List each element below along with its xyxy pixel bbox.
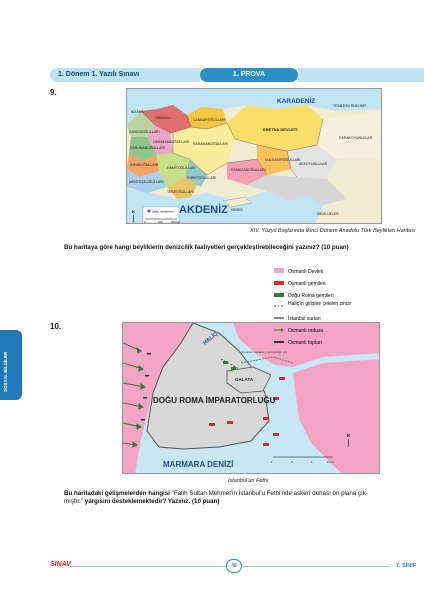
legend-item-0: Osmanlı Devleti (288, 269, 324, 275)
scale-label-100: 100 (158, 220, 163, 224)
istanbul-legend (270, 264, 412, 470)
label-memluk: MEMLÜKLER (317, 212, 339, 216)
label-bizans: BİZANS (131, 110, 144, 114)
black-sea-label: KARADENİZ (277, 98, 316, 105)
galata-label: GALATA (235, 377, 254, 382)
legend-item-6: Osmanlı topları (288, 340, 322, 346)
anatolia-map (126, 88, 382, 224)
label-kibris: KIBRIS (231, 208, 243, 212)
cannon-4 (141, 419, 145, 421)
label-aydin: AYDINOĞULLARI (130, 163, 159, 167)
ottoman-ship-1 (209, 423, 215, 426)
map-10-caption: İstanbul'un Fethi (228, 478, 269, 484)
anatolia-map-svg (127, 89, 382, 224)
legend-item-5: Osmanlı ordusu (288, 328, 324, 334)
legend-item-1: Osmanlı gemileri (288, 281, 326, 287)
header-fill (298, 68, 424, 82)
city-marker-icon (148, 210, 151, 213)
label-mentese: MENTEŞEOĞULLARI (129, 180, 164, 184)
question-10-number: 10. (50, 322, 62, 331)
label-esref: ESRETOĞULLARI (187, 176, 217, 180)
scale10-label-d: 2 km (327, 460, 334, 464)
prova-badge: 1. PROVA (200, 68, 298, 82)
portage-label: Gemilerin karadan yürütüldüğü yol (241, 350, 287, 354)
question-9-number: 9. (50, 88, 57, 97)
label-candar: CANDAROĞULLARI (193, 118, 226, 122)
constantinople-label: DOĞU ROMA İMPARATORLUĞU (153, 396, 276, 405)
green-ship-icon (274, 293, 284, 297)
ottoman-ship-5 (263, 443, 269, 446)
legend-item-3: Haliç'in girişine çekilen zincir (288, 301, 352, 307)
label-karesi: KARESİOĞULLARI (129, 130, 160, 134)
exam-title: 1. Dönem 1. Yazılı Sınavı (50, 68, 200, 82)
label-dulkadir: DULKADİROĞULLARI (265, 158, 301, 162)
q10-quote-1: "Fatih Sultan Mehmet'in İstanbul'u Fethi'nde askerî dehası ön plana çık- (169, 490, 368, 497)
question-10-text (64, 490, 416, 506)
label-ramazan: RAMAZANOĞULLARI (231, 168, 266, 172)
halic-label: HALİÇ (202, 331, 220, 347)
subject-side-tab (0, 330, 22, 400)
page-number: 48 (226, 559, 242, 573)
grade-label: 7. SINIF (396, 563, 417, 569)
label-trabzon: TRABZON RUM İMP. (333, 104, 367, 108)
label-hamid: HAMİTOĞULLARI (167, 166, 196, 170)
legend-city-label: Şehir merkezleri (152, 209, 174, 214)
north-label-10: K (347, 433, 351, 438)
cannon-icon (274, 341, 284, 343)
scale-label-0: 0 (144, 220, 146, 224)
q10-quote-2: mıştır." (64, 498, 84, 505)
question-9-text: Bu haritaya göre hangi beyliklerin denizcilik faaliyetleri gerçekleştirebileceğini yazınız? (10 puan) (64, 244, 349, 251)
byzantine-ship-2 (231, 367, 236, 370)
label-karakoyunlu: KARAKOYUNLULAR (339, 136, 373, 140)
subject-side-label: SOSYAL BİLGİLER (3, 351, 8, 392)
label-teke: TEKEOĞULLARI (167, 190, 194, 194)
cannon-3 (143, 397, 147, 399)
pink-area-icon (274, 268, 284, 273)
scale10-label-c: 1 (311, 460, 313, 464)
publisher-logo: SINAV (50, 561, 71, 568)
map-9-caption: XIV. Yüzyıl Başlarında İkinci Dönem Anadolu Türk Beylikleri Haritası (250, 228, 416, 234)
ottoman-ship-3 (263, 417, 269, 420)
label-karaman: KARAMANOĞULLARI (193, 142, 229, 146)
cannon-1 (147, 353, 151, 355)
mediterranean-label: AKDENİZ (179, 204, 228, 216)
cannon-2 (145, 375, 149, 377)
legend-item-2: Doğu Roma gemileri (288, 293, 334, 299)
ottoman-ship-2 (227, 421, 233, 424)
scale10-label-a: 1 (271, 460, 273, 464)
label-saruhan: SARUHANOĞULLARI (130, 146, 165, 150)
label-germiyan: GERMİYANOĞULLARI (153, 140, 190, 144)
byzantine-ship-1 (223, 361, 228, 364)
header-bar (50, 68, 424, 82)
label-eretna: ERETNA DEVLETİ (263, 127, 298, 132)
north-label: K (132, 209, 135, 214)
label-akkoyunlu: AKKOYUNLULAR (299, 162, 328, 166)
scale-label-200: 200 km (171, 220, 181, 224)
red-ship-icon (274, 281, 284, 285)
marmara-label: MARMARA DENİZİ (163, 460, 234, 469)
q10-bold-1: Bu haritadaki gelişmelerden hangisi (64, 490, 170, 497)
scale10-label-b: 0 (291, 460, 293, 464)
label-osmanli: OSMANLI (155, 116, 171, 120)
q10-bold-2: yargısını desteklemektedir? Yazınız. (10 puan) (83, 498, 220, 505)
legend-item-4: İstanbul surları (288, 316, 321, 322)
